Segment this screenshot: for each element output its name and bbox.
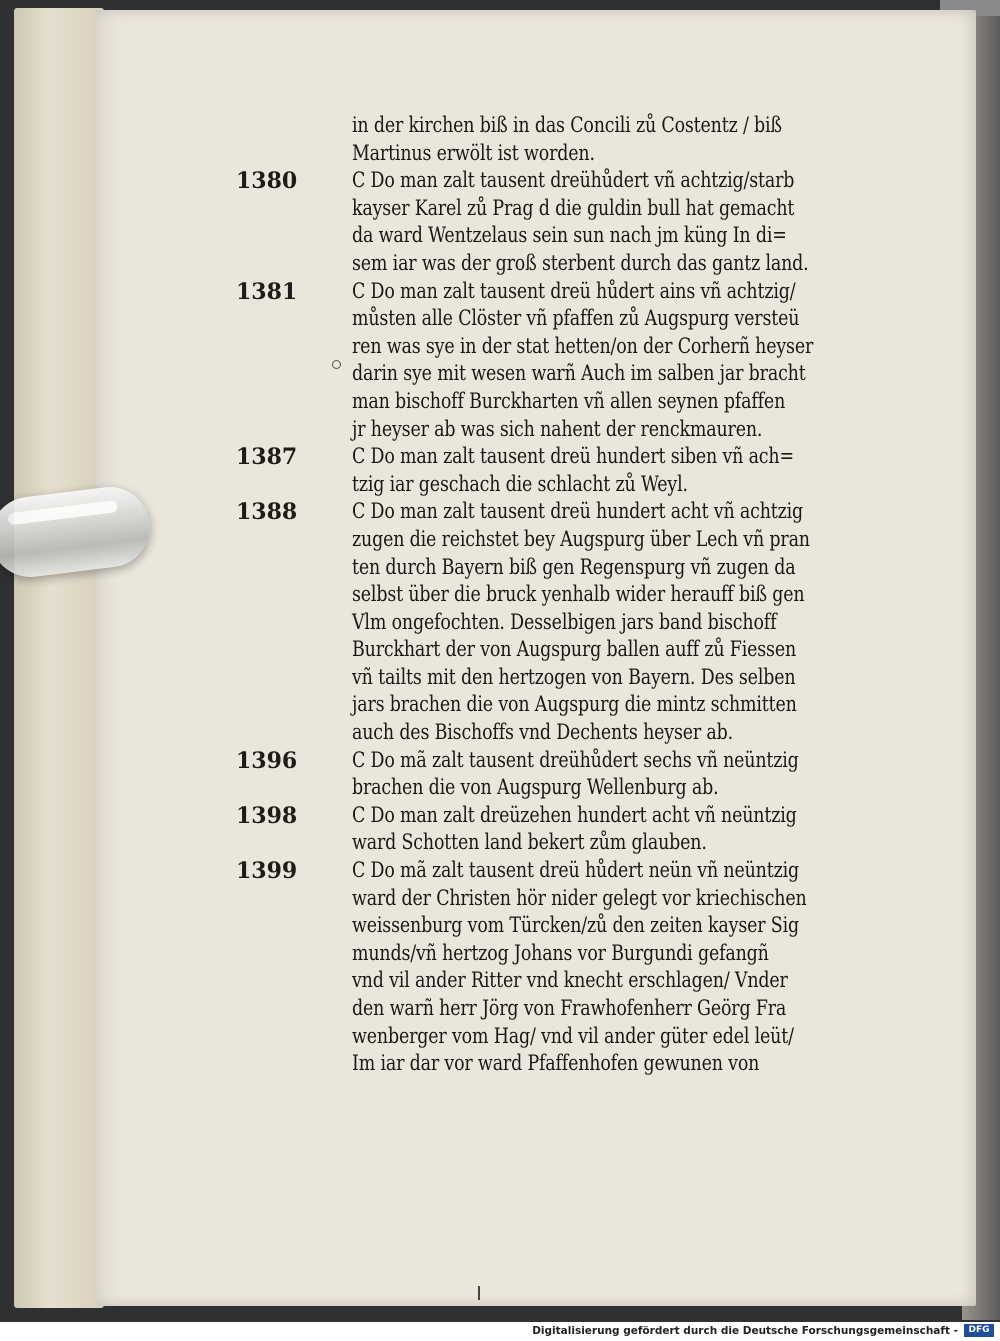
- text-line: jr heyser ab was sich nahent der renckmauren.: [352, 416, 763, 441]
- text-line: C Do man zalt dreüzehen hundert acht vñ neüntzig: [352, 802, 797, 827]
- text-line: zugen die reichstet bey Augspurg über Lech vñ pran: [352, 526, 810, 551]
- text-line: wenberger vom Hag/ vnd vil ander güter edel leüt/: [352, 1023, 794, 1048]
- text-line: ren was sye in der stat hetten/on der Corherñ heyser: [352, 333, 814, 358]
- text-line: Vlm ongefochten. Desselbigen jars band bischoff: [352, 609, 777, 634]
- year-marker: 1396: [236, 747, 298, 774]
- year-marker: 1388: [236, 499, 298, 526]
- text-line: ward der Christen hör nider gelegt vor kriechischen: [352, 885, 807, 910]
- text-line: kayser Karel zů Prag d die guldin bull hat gemacht: [352, 195, 795, 220]
- text-line: tzig iar geschach die schlacht zů Weyl.: [352, 471, 688, 496]
- year-marker: 1399: [236, 858, 298, 885]
- text-line: C Do mã zalt tausent dreühůdert sechs vñ neüntzig: [352, 747, 799, 772]
- footer-credit: Digitalisierung gefördert durch die Deutsche Forschungsgemeinschaft -: [532, 1325, 958, 1337]
- text-line: da ward Wentzelaus sein sun nach jm küng In di=: [352, 223, 787, 248]
- text-line: vñ tailts mit den hertzogen von Bayern. Des selben: [352, 664, 796, 689]
- book-page-edges: [14, 8, 104, 1308]
- text-line: C Do man zalt tausent dreü hundert acht vñ achtzig: [352, 499, 804, 524]
- bottom-tick-mark: [478, 1286, 480, 1300]
- text-line: Im iar dar vor ward Pfaffenhofen gewunen von: [352, 1051, 760, 1076]
- text-line: munds/vñ hertzog Johans vor Burgundi gefangñ: [352, 940, 769, 965]
- text-line: den warñ herr Jörg von Frawhofenherr Geörg Fra: [352, 996, 787, 1020]
- text-line: C Do man zalt tausent dreü hůdert ains vñ achtzig/: [352, 278, 796, 303]
- text-line: C Do man zalt tausent dreühůdert vñ achtzig/starb: [352, 168, 795, 193]
- text-line: in der kirchen biß in das Concili zů Costentz / biß: [352, 113, 782, 137]
- text-line: man bischoff Burckharten vñ allen seynen pfaffen: [352, 388, 786, 413]
- year-marker: 1380: [236, 168, 298, 195]
- text-line: Martinus erwölt ist worden.: [352, 140, 595, 165]
- year-marker: 1381: [236, 278, 298, 305]
- text-line: auch des Bischoffs vnd Dechents heyser ab.: [352, 720, 734, 745]
- year-marker: 1387: [236, 444, 298, 471]
- text-line: ward Schotten land bekert zům glauben.: [352, 830, 707, 855]
- page-text-block: [352, 112, 912, 1078]
- year-marker: 1398: [236, 803, 298, 829]
- glass-highlight: [7, 500, 118, 525]
- margin-mark: [332, 360, 341, 369]
- text-line: brachen die von Augspurg Wellenburg ab.: [352, 775, 719, 800]
- text-line: C Do mã zalt tausent dreü hůdert neün vñ neüntzig: [352, 858, 799, 883]
- text-line: vnd vil ander Ritter vnd knecht erschlagen/ Vnder: [352, 968, 788, 993]
- text-line: můsten alle Clöster vñ pfaffen zů Augspurg versteü: [352, 306, 800, 331]
- text-line: weissenburg vom Türcken/zů den zeiten kayser Sig: [352, 913, 799, 938]
- text-line: ten durch Bayern biß gen Regenspurg vñ zugen da: [352, 554, 796, 579]
- dfg-logo: DFG: [964, 1324, 994, 1337]
- text-line: sem iar was der groß sterbent durch das gantz land.: [352, 250, 809, 275]
- text-line: jars brachen die von Augspurg die mintz schmitten: [352, 692, 797, 717]
- text-line: selbst über die bruck yenhalb wider herauff biß gen: [352, 582, 805, 607]
- text-line: C Do man zalt tausent dreü hundert siben vñ ach=: [352, 444, 794, 469]
- text-line: darin sye mit wesen warñ Auch im salben jar bracht: [352, 361, 806, 386]
- text-line: Burckhart der von Augspurg ballen auff zů Fiessen: [352, 637, 797, 662]
